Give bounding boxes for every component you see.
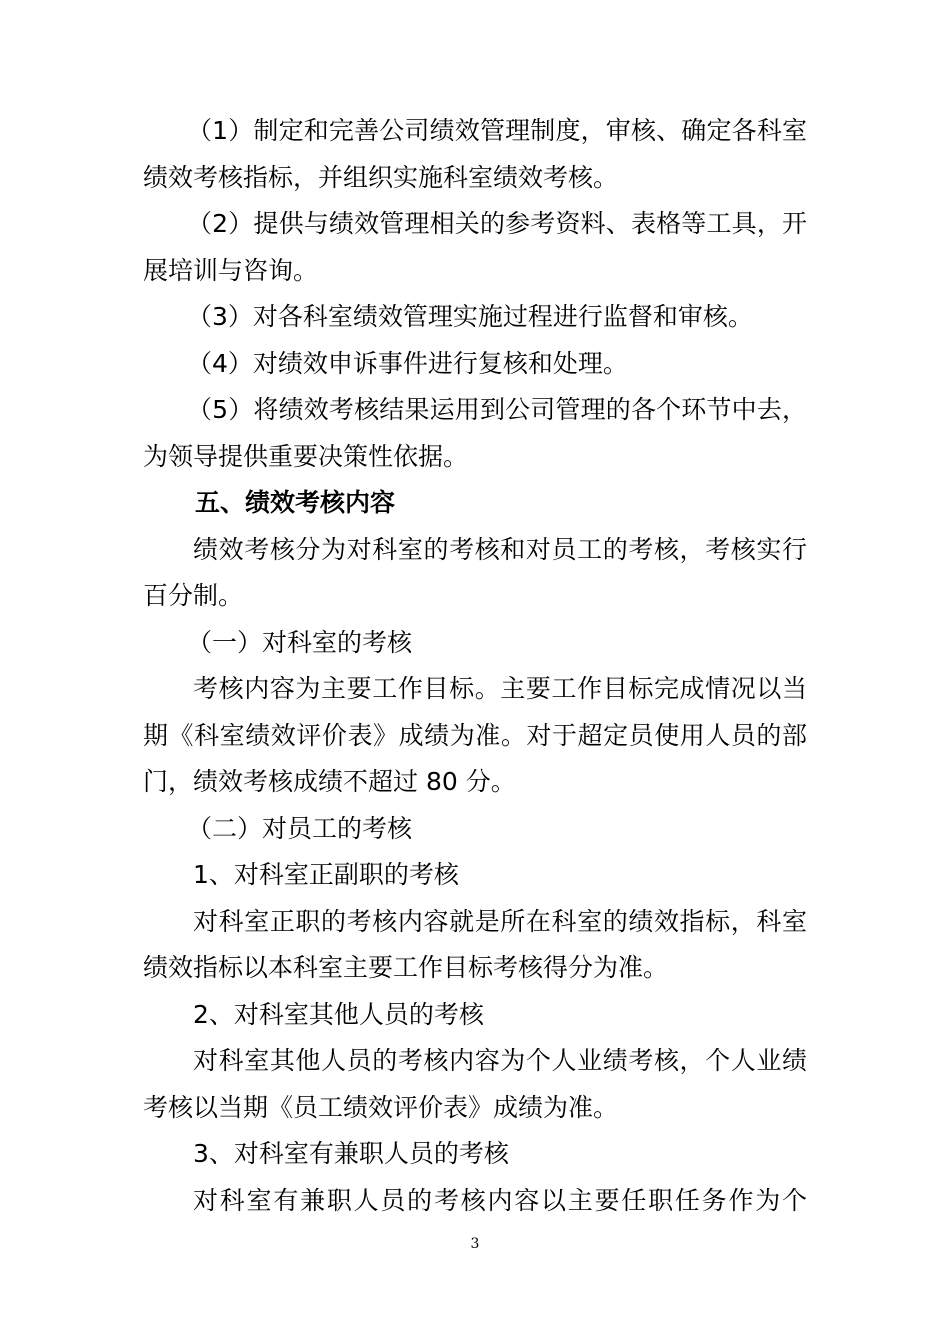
intro-line-2: 百分制。 <box>143 581 244 610</box>
dept-content-line-3: 门，绩效考核成绩不超过 80 分。 <box>143 767 516 796</box>
duty-2-line-2: 展培训与咨询。 <box>143 255 319 285</box>
staff-item-1-line-2: 绩效指标以本科室主要工作目标考核得分为准。 <box>143 953 669 982</box>
duty-5-line-2: 为领导提供重要决策性依据。 <box>143 441 469 471</box>
duty-4-line-1: （4）对绩效申诉事件进行复核和处理。 <box>187 348 628 378</box>
staff-item-3-title: 3、对科室有兼职人员的考核 <box>193 1139 509 1168</box>
section-title: 五、绩效考核内容 <box>195 488 396 517</box>
body-text <box>143 108 807 1224</box>
staff-item-1-title: 1、对科室正副职的考核 <box>193 860 459 889</box>
duty-2-line-1: （2）提供与绩效管理相关的参考资料、表格等工具，开 <box>187 209 807 238</box>
staff-item-2-line-1: 对科室其他人员的考核内容为个人业绩考核，个人业绩 <box>193 1046 807 1075</box>
staff-item-3-line-1: 对科室有兼职人员的考核内容以主要任职任务作为个 <box>193 1185 807 1215</box>
staff-heading: （二）对员工的考核 <box>187 813 413 843</box>
staff-item-2-line-2: 考核以当期《员工绩效评价表》成绩为准。 <box>143 1092 619 1122</box>
staff-item-1-line-1: 对科室正职的考核内容就是所在科室的绩效指标，科室 <box>193 906 807 936</box>
staff-item-2-title: 2、对科室其他人员的考核 <box>193 999 484 1029</box>
dept-content-line-1: 考核内容为主要工作目标。主要工作目标完成情况以当 <box>193 674 807 703</box>
duty-5-line-1: （5）将绩效考核结果运用到公司管理的各个环节中去， <box>187 395 807 424</box>
duty-1-line-1: （1）制定和完善公司绩效管理制度，审核、确定各科室 <box>187 116 807 145</box>
duty-3-line-1: （3）对各科室绩效管理实施过程进行监督和审核。 <box>187 302 753 331</box>
page-number: 3 <box>470 1236 480 1252</box>
dept-content-line-2: 期《科室绩效评价表》成绩为准。对于超定员使用人员的部 <box>143 720 807 750</box>
dept-heading: （一）对科室的考核 <box>187 627 413 657</box>
intro-line-1: 绩效考核分为对科室的考核和对员工的考核，考核实行 <box>193 534 807 564</box>
duty-1-line-2: 绩效考核指标，并组织实施科室绩效考核。 <box>143 162 619 192</box>
